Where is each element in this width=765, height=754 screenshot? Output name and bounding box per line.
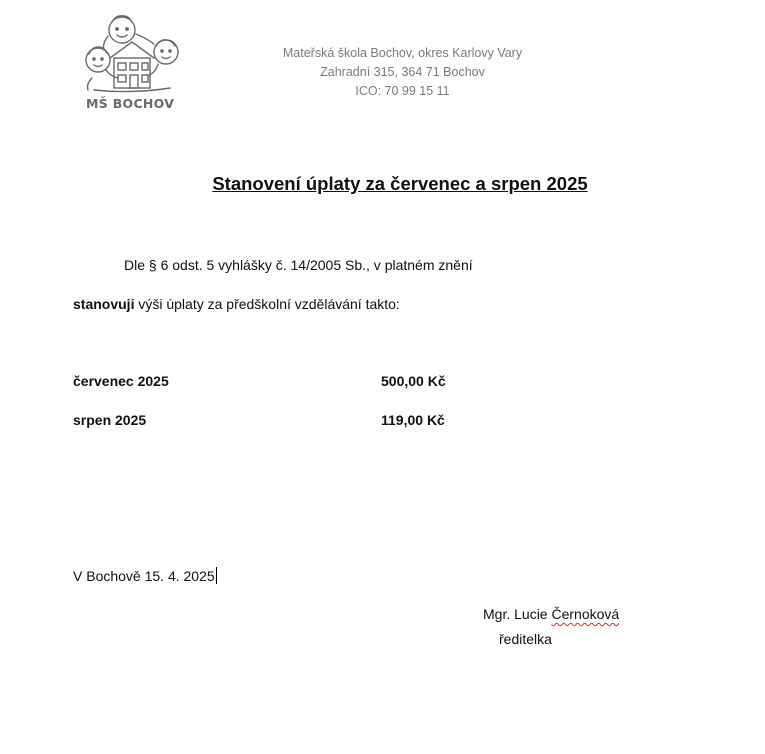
document-title: Stanovení úplaty za červenec a srpen 2025 xyxy=(212,173,588,194)
school-header xyxy=(250,44,555,101)
signer-prefix: Mgr. Lucie xyxy=(483,606,552,622)
signer-role: ředitelka xyxy=(499,631,552,647)
text-cursor xyxy=(216,567,217,584)
fee-month: červenec 2025 xyxy=(73,373,169,389)
intro-line-2-rest: výši úplaty za předškolní vzdělávání takto: xyxy=(134,296,400,312)
logo-text: MŠ BOCHOV xyxy=(86,96,175,111)
intro-line-2 xyxy=(73,296,400,312)
fee-amount: 119,00 Kč xyxy=(381,412,445,428)
signer-surname[interactable]: Černoková xyxy=(551,606,620,622)
intro-bold-word: stanovuji xyxy=(73,296,135,312)
intro-line-1: Dle § 6 odst. 5 vyhlášky č. 14/2005 Sb., v platném znění xyxy=(124,257,473,273)
header-address: Zahradní 315, 364 71 Bochov xyxy=(320,65,485,79)
fee-month: srpen 2025 xyxy=(73,412,147,428)
header-ico: ICO: 70 99 15 11 xyxy=(355,84,450,98)
place-and-date[interactable] xyxy=(73,567,217,584)
signer-name xyxy=(483,606,619,622)
header-school-name: Mateřská škola Bochov, okres Karlovy Vary xyxy=(282,46,523,60)
fee-amount: 500,00 Kč xyxy=(381,373,446,389)
school-logo xyxy=(70,8,188,118)
fee-row xyxy=(73,412,493,432)
place-date-text: V Bochově 15. 4. 2025 xyxy=(73,568,215,584)
fee-row xyxy=(73,373,493,393)
